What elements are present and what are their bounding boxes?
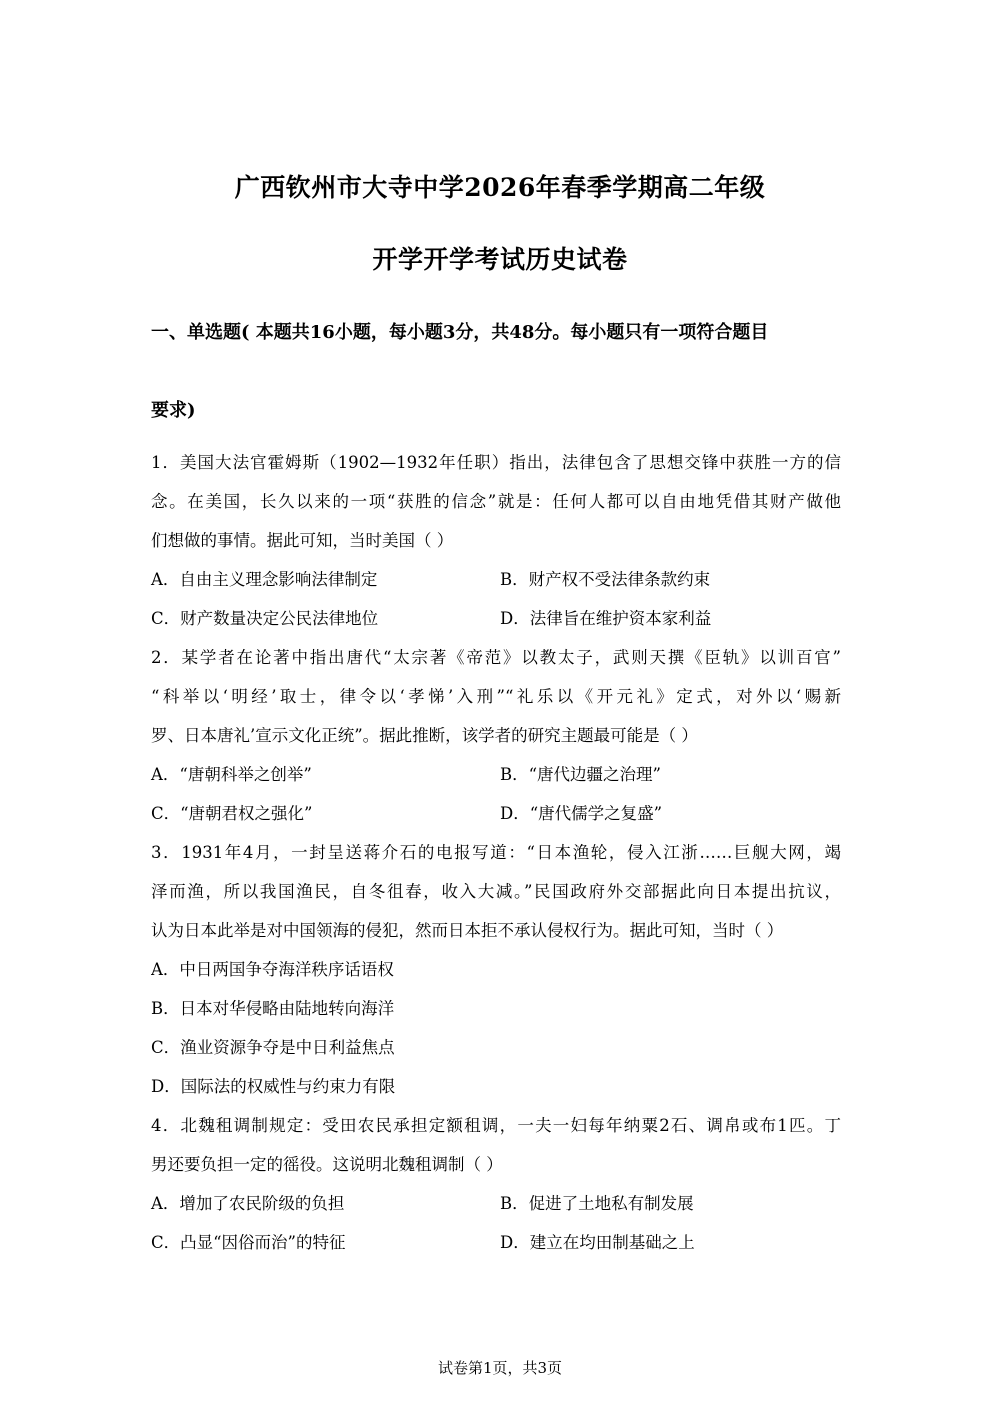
option-b[interactable]: B．“唐代边疆之治理” — [500, 765, 661, 784]
option-b[interactable]: B．财产权不受法律条款约束 — [500, 570, 711, 589]
question-stem-line: 们想做的事情。据此可知，当时美国（ ） — [151, 531, 454, 550]
question-stem-line: 4．北魏租调制规定：受田农民承担定额租调，一夫一妇每年纳粟2石、调帛或布1匹。丁 — [151, 1116, 841, 1135]
exam-title-line1: 广西钦州市大寺中学2026年春季学期高二年级 — [234, 173, 766, 202]
question-4 — [151, 1106, 841, 1262]
question-3 — [151, 833, 841, 1106]
option-d[interactable]: D．“唐代儒学之复盛” — [500, 804, 663, 823]
question-stem-line: 2．某学者在论著中指出唐代“太宗著《帝范》以教太子，武则天撰《臣轨》以训百官” — [151, 648, 841, 667]
option-b[interactable]: B．日本对华侵略由陆地转向海洋 — [151, 999, 395, 1018]
page-footer: 试卷第1页，共3页 — [437, 1359, 563, 1377]
question-stem-line: 念。在美国，长久以来的一项“获胜的信念”就是：任何人都可以自由地凭借其财产做他 — [151, 492, 841, 511]
options-row — [151, 755, 841, 794]
question-stem-line: 1．美国大法官霍姆斯（1902—1932年任职）指出，法律包含了思想交锋中获胜一方的信 — [151, 453, 841, 472]
option-a[interactable]: A．增加了农民阶级的负担 — [151, 1194, 345, 1213]
section-heading-line1: 一、单选题( 本题共16小题，每小题3分，共48分。每小题只有一项符合题目 — [151, 322, 769, 343]
question-stem-line: 认为日本此举是对中国领海的侵犯，然而日本拒不承认侵权行为。据此可知，当时（ ） — [151, 921, 784, 940]
option-a[interactable]: A．中日两国争夺海洋秩序话语权 — [151, 960, 394, 979]
question-stem-line: “科举以‘明经’取士，律令以‘孝悌’入刑”“礼乐以《开元礼》定式，对外以‘赐新 — [151, 687, 841, 706]
questions-list — [151, 443, 841, 1262]
options-row — [151, 1223, 841, 1262]
option-d[interactable]: D．法律旨在维护资本家利益 — [500, 609, 712, 628]
section-heading-line2: 要求) — [151, 400, 196, 421]
question-stem-line: 泽而渔，所以我国渔民，自冬徂春，收入大减。”民国政府外交部据此向日本提出抗议， — [151, 882, 841, 901]
exam-title-line2: 开学开学考试历史试卷 — [372, 245, 628, 274]
question-stem-line: 男还要负担一定的徭役。这说明北魏租调制（ ） — [151, 1155, 503, 1174]
options-row — [151, 599, 841, 638]
option-b[interactable]: B．促进了土地私有制发展 — [500, 1194, 694, 1213]
question-stem-line: 罗、日本唐礼’宣示文化正统”。据此推断，该学者的研究主题最可能是（ ） — [151, 726, 698, 745]
option-c[interactable]: C．财产数量决定公民法律地位 — [151, 609, 379, 628]
options-row — [151, 794, 841, 833]
option-a[interactable]: A．自由主义理念影响法律制定 — [151, 570, 378, 589]
options-row — [151, 560, 841, 599]
option-d[interactable]: D．国际法的权威性与约束力有限 — [151, 1077, 396, 1096]
option-c[interactable]: C．凸显“因俗而治”的特征 — [151, 1233, 346, 1252]
option-d[interactable]: D．建立在均田制基础之上 — [500, 1233, 695, 1252]
options-row — [151, 1184, 841, 1223]
question-2 — [151, 638, 841, 833]
question-stem-line: 3．1931年4月，一封呈送蒋介石的电报写道：“日本渔轮，侵入江浙……巨舰大网，竭 — [151, 843, 841, 862]
option-c[interactable]: C．“唐朝君权之强化” — [151, 804, 313, 823]
question-1 — [151, 443, 841, 638]
option-c[interactable]: C．渔业资源争夺是中日利益焦点 — [151, 1038, 395, 1057]
option-a[interactable]: A．“唐朝科举之创举” — [151, 765, 312, 784]
